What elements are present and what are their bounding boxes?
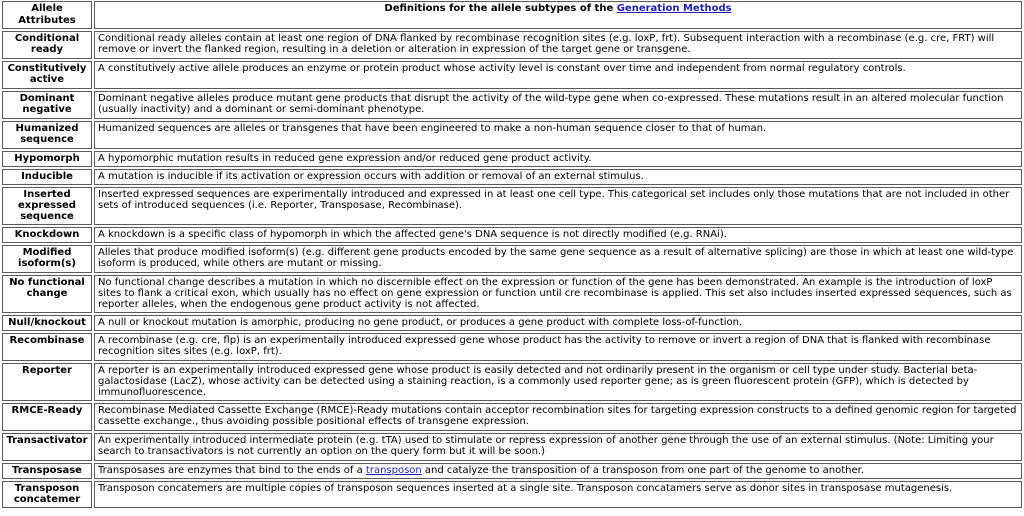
attribute-definition: Transposon concatemers are multiple copies of transposon sequences inserted at a single site. Transposon concatamers serve as donor sites in transposase mutagenesis. <box>94 481 1022 508</box>
attribute-name: Transposon concatemer <box>2 481 92 508</box>
table-row <box>2 363 1022 401</box>
attribute-definition: Recombinase Mediated Cassette Exchange (RMCE)-Ready mutations contain acceptor recombination sites for targeting expression constructs to a defined genomic region for targeted cassette exchange., thus avoiding possible positional effects of transgene expression. <box>94 403 1022 431</box>
table-row <box>2 61 1022 89</box>
table-row <box>2 403 1022 431</box>
attribute-name: Dominant negative <box>2 91 92 119</box>
definition-text-after: and catalyze the transposition of a transposon from one part of the genome to another. <box>421 465 865 476</box>
attribute-definition: Conditional ready alleles contain at least one region of DNA flanked by recombinase recognition sites (e.g. loxP, frt). Subsequent interaction with a recombinase (e.g. cre, FRT) will remove or invert the flanked region, resulting in a deletion or alteration in expression of the target gene or transgene. <box>94 31 1022 59</box>
attribute-name: Knockdown <box>2 227 92 243</box>
table-row <box>2 169 1022 185</box>
column-header-attributes: Allele Attributes <box>2 1 92 29</box>
table-row <box>2 245 1022 273</box>
attribute-definition: A reporter is an experimentally introduced expressed gene whose product is easily detected and not ordinarily present in the organism or cell type under study. Bacterial beta-galactosidase (LacZ), whose activity can be detected using a staining reaction, is a commonly used reporter gene; as is green fluorescent protein (GFP), which is detected by immunofluorescence. <box>94 363 1022 401</box>
transposon-link[interactable]: transposon <box>365 465 422 476</box>
column-header-definitions <box>94 1 1022 29</box>
attribute-name: No functional change <box>2 275 92 313</box>
table-row <box>2 481 1022 508</box>
attribute-definition: Humanized sequences are alleles or transgenes that have been engineered to make a non-human sequence closer to that of human. <box>94 121 1022 149</box>
attribute-name: Hypomorph <box>2 151 92 167</box>
attribute-name: Humanized sequence <box>2 121 92 149</box>
attribute-name: Recombinase <box>2 333 92 361</box>
attribute-definition: A knockdown is a specific class of hypomorph in which the affected gene's DNA sequence is not directly modified (e.g. RNAi). <box>94 227 1022 243</box>
attribute-definition: Inserted expressed sequences are experimentally introduced and expressed in at least one cell type. This categorical set includes only those mutations that are not included in other sets of introduced sequences (i.e. Reporter, Transposase, Recombinase). <box>94 187 1022 225</box>
attribute-definition: Dominant negative alleles produce mutant gene products that disrupt the activity of the wild-type gene when co-expressed. These mutations result in an altered molecular function (usually inactivity) and a dominant or semi-dominant phenotype. <box>94 91 1022 119</box>
table-row <box>2 31 1022 59</box>
attribute-definition: An experimentally introduced intermediate protein (e.g. tTA) used to stimulate or repress expression of another gene through the use of an external stimulus. (Note: Limiting your search to transactivators is not currently an option on the query form but it will be soon.) <box>94 433 1022 461</box>
table-row <box>2 227 1022 243</box>
attribute-name: Modified isoform(s) <box>2 245 92 273</box>
attribute-name: Inserted expressed sequence <box>2 187 92 225</box>
attribute-name: RMCE-Ready <box>2 403 92 431</box>
attribute-definition: A constitutively active allele produces an enzyme or protein product whose activity level is constant over time and independent from normal regulatory controls. <box>94 61 1022 89</box>
table-row <box>2 187 1022 225</box>
definition-text-before: Transposases are enzymes that bind to the ends of a <box>98 465 366 476</box>
table-row <box>2 433 1022 461</box>
attribute-definition: A null or knockout mutation is amorphic, producing no gene product, or produces a gene product with complete loss-of-function. <box>94 315 1022 331</box>
attribute-name: Inducible <box>2 169 92 185</box>
table-row <box>2 315 1022 331</box>
attribute-definition <box>94 463 1022 479</box>
table-row <box>2 463 1022 479</box>
attribute-definition: A recombinase (e.g. cre, flp) is an experimentally introduced expressed gene whose product has the activity to remove or invert a region of DNA that is flanked with recombinase recognition sites sites (e.g. loxP, frt). <box>94 333 1022 361</box>
attribute-definition: A hypomorphic mutation results in reduced gene expression and/or reduced gene product activity. <box>94 151 1022 167</box>
attribute-definition: A mutation is inducible if its activation or expression occurs with addition or removal of an external stimulus. <box>94 169 1022 185</box>
attribute-definition: No functional change describes a mutation in which no discernible effect on the expression or function of the gene has been demonstrated. An example is the introduction of loxP sites to flank a critical exon, which usually has no effect on gene expression or function until cre recombinase is applied. This set also includes inserted expressed sequences, such as reporter alleles, when the endogenous gene product activity is not affected. <box>94 275 1022 313</box>
header-prefix-text: Definitions for the allele subtypes of the <box>384 3 617 14</box>
table-row <box>2 151 1022 167</box>
table-row <box>2 121 1022 149</box>
table-row <box>2 91 1022 119</box>
table-row <box>2 275 1022 313</box>
attribute-name: Null/knockout <box>2 315 92 331</box>
attribute-name: Conditional ready <box>2 31 92 59</box>
generation-methods-link[interactable]: Generation Methods <box>616 3 732 14</box>
attribute-name: Constitutively active <box>2 61 92 89</box>
attribute-definition: Alleles that produce modified isoform(s) (e.g. different gene products encoded by the same gene sequence as a result of alternative splicing) are those in which at least one wild-type isoform is produced, while others are mutant or missing. <box>94 245 1022 273</box>
table-row <box>2 333 1022 361</box>
attribute-name: Transposase <box>2 463 92 479</box>
header-row <box>2 1 1022 29</box>
attribute-name: Transactivator <box>2 433 92 461</box>
attribute-name: Reporter <box>2 363 92 401</box>
